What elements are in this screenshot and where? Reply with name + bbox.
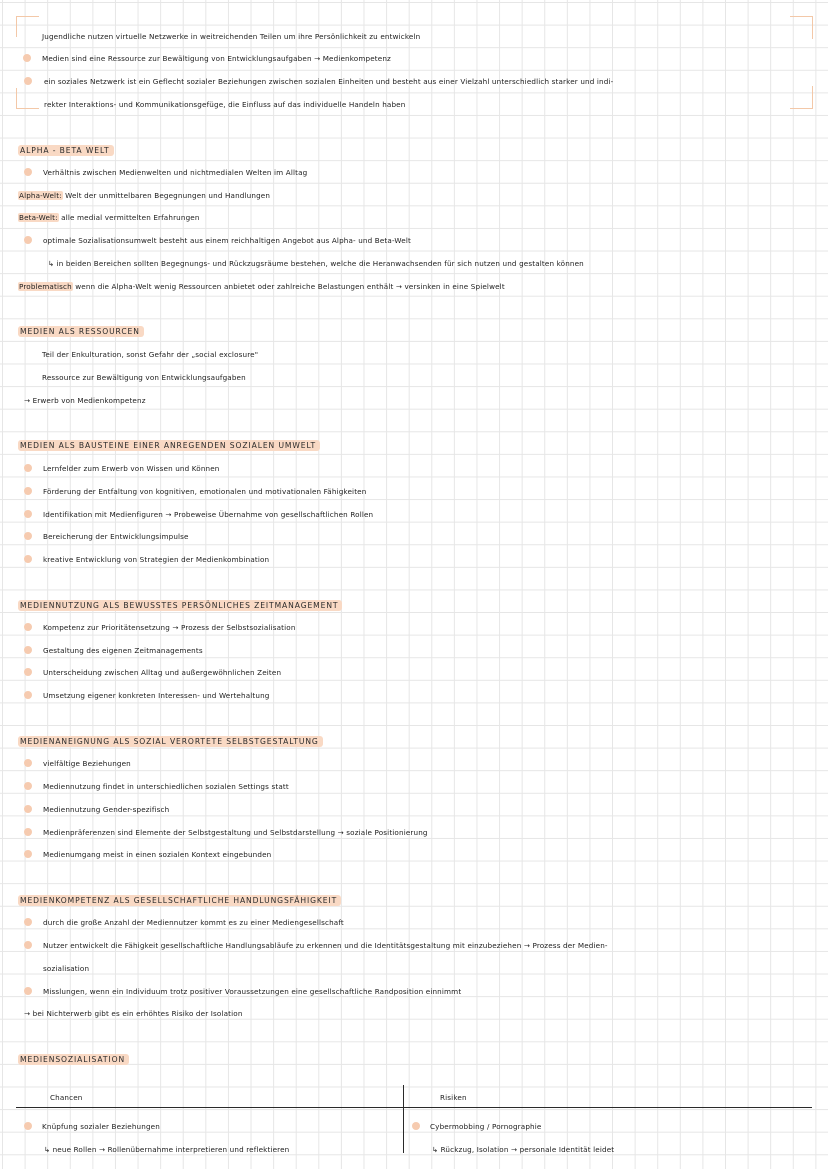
bullet-icon (24, 1122, 32, 1130)
table-vertical-divider (403, 1085, 404, 1153)
chancen-sub: ↳ neue Rollen → Rollenübernahme interpretieren und reflektieren (44, 1145, 290, 1154)
list-item: Misslungen, wenn ein Individuum trotz positiver Voraussetzungen eine gesellschaftliche Randposition einnimmt (43, 987, 462, 996)
bullet-icon (24, 77, 32, 85)
bullet-icon (412, 1122, 420, 1130)
bullet-icon (24, 668, 32, 676)
list-item: Mediennutzung Gender-spezifisch (43, 805, 170, 814)
bullet-icon (23, 54, 31, 62)
problem-text: wenn die Alpha-Welt wenig Ressourcen anbietet oder zahlreiche Belastungen enthält → versinken in eine Spielwelt (75, 282, 505, 291)
list-item: Nutzer entwickelt die Fähigkeit gesellschaftliche Handlungsabläufe zu erkennen und die Identitätsgestaltung mit einzubeziehen → Prozess der Medien- (43, 941, 608, 950)
list-item: vielfältige Beziehungen (43, 759, 131, 768)
list-item: Medienumgang meist in einen sozialen Kontext eingebunden (43, 850, 272, 859)
risiken-item: Cybermobbing / Pornographie (430, 1122, 542, 1131)
intro-frame-bottom-left (16, 88, 39, 109)
beta-welt-definition (18, 213, 200, 223)
bullet-icon (24, 464, 32, 472)
section-heading-kompetenz: MEDIENKOMPETENZ ALS GESELLSCHAFTLICHE HANDLUNGSFÄHIGKEIT (18, 895, 341, 906)
bullet-icon (24, 236, 32, 244)
bullet-icon (24, 646, 32, 654)
list-item: Bereicherung der Entwicklungsimpulse (43, 532, 189, 541)
bullet-icon (24, 918, 32, 926)
chancen-item: Knüpfung sozialer Beziehungen (42, 1122, 160, 1131)
conclusion-arrow: → Erwerb von Medienkompetenz (24, 396, 146, 405)
bullet-icon (24, 168, 32, 176)
section-heading-bausteine: MEDIEN ALS BAUSTEINE EINER ANREGENDEN SOZIALEN UMWELT (18, 440, 320, 451)
bullet-icon (24, 623, 32, 631)
risiken-sub: ↳ Rückzug, Isolation → personale Identität leidet (432, 1145, 615, 1154)
bullet-icon (24, 805, 32, 813)
bullet-icon (24, 941, 32, 949)
list-item: Kompetenz zur Prioritätensetzung → Prozess der Selbstsozialisation (43, 623, 296, 632)
bullet-icon (24, 987, 32, 995)
section-heading-zeitmanagement: MEDIENNUTZUNG ALS BEWUSSTES PERSÖNLICHES ZEITMANAGEMENT (18, 600, 342, 611)
alpha-welt-text: Welt der unmittelbaren Begegnungen und Handlungen (65, 191, 271, 200)
bullet-icon (24, 782, 32, 790)
list-item: Teil der Enkulturation, sonst Gefahr der „social exclosure" (42, 350, 259, 359)
table-horizontal-rule (16, 1107, 812, 1108)
section-heading-aneignung: MEDIENANEIGNUNG ALS SOZIAL VERORTETE SELBSTGESTALTUNG (18, 736, 323, 747)
list-item: Unterscheidung zwischen Alltag und außergewöhnlichen Zeiten (43, 668, 282, 677)
bullet-icon (24, 532, 32, 540)
bullet-icon (24, 828, 32, 836)
intro-line: Medien sind eine Ressource zur Bewältigung von Entwicklungsaufgaben → Medienkompetenz (42, 54, 391, 63)
list-item: Ressource zur Bewältigung von Entwicklungsaufgaben (42, 373, 246, 382)
bullet-icon (24, 850, 32, 858)
bullet-icon (24, 691, 32, 699)
conclusion-arrow: → bei Nichterwerb gibt es ein erhöhtes Risiko der Isolation (24, 1009, 243, 1018)
intro-frame-top-left (16, 16, 39, 37)
chancen-header: Chancen (50, 1093, 83, 1102)
list-item: Medienpräferenzen sind Elemente der Selbstgestaltung und Selbstdarstellung → soziale Positionierung (43, 828, 428, 837)
intro-frame-bottom-right (790, 86, 813, 109)
intro-line: Jugendliche nutzen virtuelle Netzwerke in weitreichenden Teilen um ihre Persönlichkeit zu entwickeln (42, 32, 421, 41)
list-item: Identifikation mit Medienfiguren → Probeweise Übernahme von gesellschaftlichen Rollen (43, 510, 374, 519)
section-heading-ressourcen: MEDIEN ALS RESSOURCEN (18, 326, 144, 337)
list-item: Mediennutzung findet in unterschiedlichen sozialen Settings statt (43, 782, 289, 791)
list-item: Gestaltung des eigenen Zeitmanagements (43, 646, 203, 655)
beta-welt-text: alle medial vermittelten Erfahrungen (61, 213, 200, 222)
intro-line: ein soziales Netzwerk ist ein Geflecht sozialer Beziehungen zwischen sozialen Einheiten und besteht aus einer Vielzahl unterschiedlich starker und indi- (44, 77, 614, 86)
bullet-icon (24, 487, 32, 495)
list-item: Umsetzung eigener konkreten Interessen- und Wertehaltung (43, 691, 270, 700)
alpha-welt-label: Alpha-Welt: (19, 191, 62, 200)
list-item: Lernfelder zum Erwerb von Wissen und Können (43, 464, 220, 473)
list-item: Förderung der Entfaltung von kognitiven, emotionalen und motivationalen Fähigkeiten (43, 487, 367, 496)
bullet-icon (24, 555, 32, 563)
sub-point: ↳ in beiden Bereichen sollten Begegnungs- und Rückzugsräume bestehen, welche die Heranwachsenden für sich nutzen und gestalten können (48, 259, 584, 268)
beta-welt-label: Beta-Welt: (19, 213, 58, 222)
alpha-welt-definition (18, 191, 270, 201)
intro-frame-top-right (790, 16, 813, 39)
bullet-icon (24, 510, 32, 518)
list-item-continuation: sozialisation (43, 964, 90, 973)
list-item: durch die große Anzahl der Mediennutzer kommt es zu einer Mediengesellschaft (43, 918, 344, 927)
risiken-header: Risiken (440, 1093, 467, 1102)
section-heading-sozialisation: MEDIENSOZIALISATION (18, 1054, 129, 1065)
list-item: optimale Sozialisationsumwelt besteht aus einem reichhaltigen Angebot aus Alpha- und Beta-Welt (43, 236, 411, 245)
bullet-icon (24, 759, 32, 767)
list-item: Verhältnis zwischen Medienwelten und nichtmedialen Welten im Alltag (43, 168, 308, 177)
section-heading-alpha-beta: ALPHA - BETA WELT (18, 145, 114, 156)
list-item: kreative Entwicklung von Strategien der Medienkombination (43, 555, 270, 564)
problem-statement (18, 282, 505, 292)
intro-line: rekter Interaktions- und Kommunikationsgefüge, die Einfluss auf das individuelle Handeln haben (44, 100, 406, 109)
problem-label: Problematisch (19, 282, 72, 291)
